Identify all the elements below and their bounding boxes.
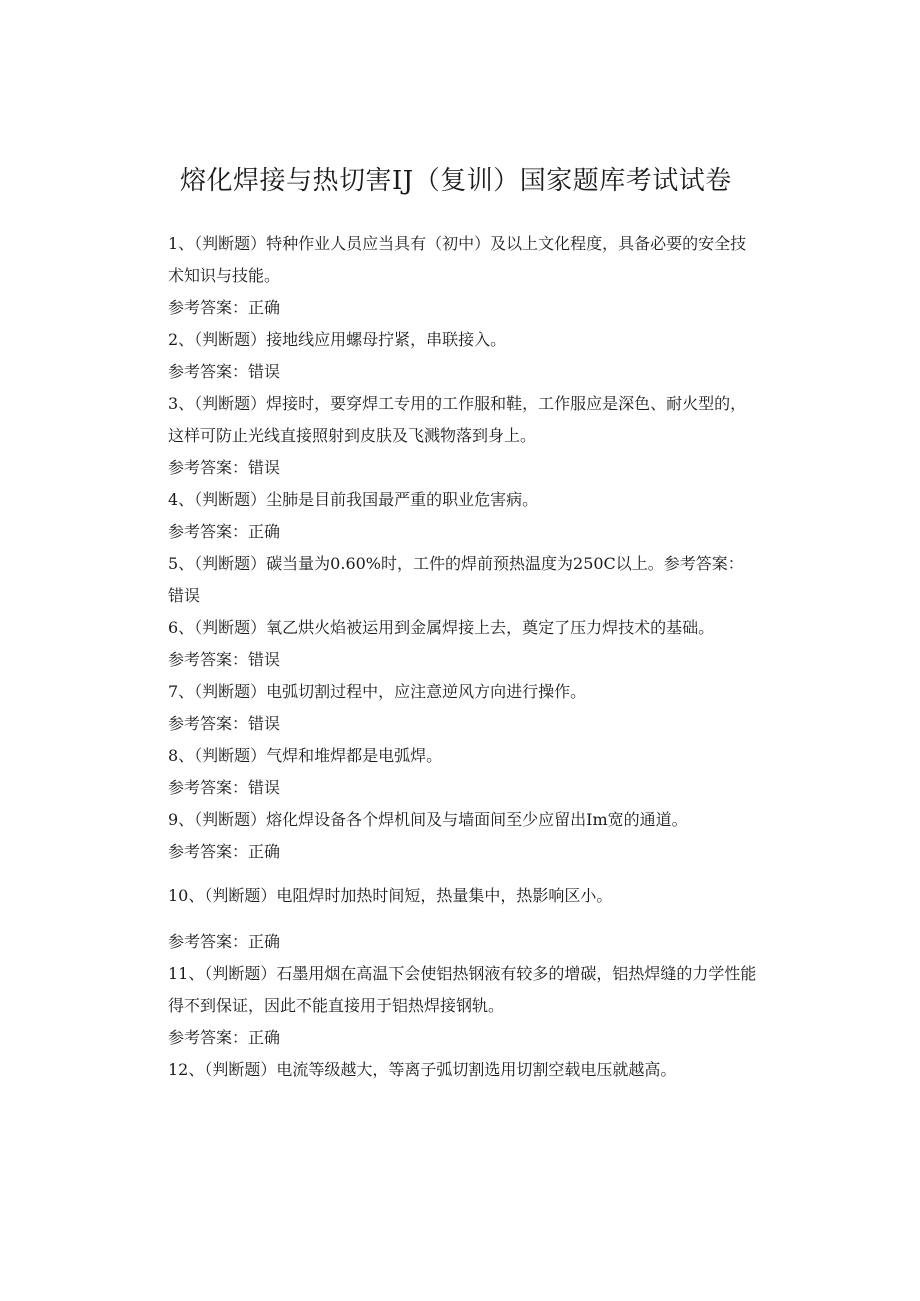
question-text: 5、（判断题）碳当量为0.60%时，工件的焊前预热温度为250C以上。参考答案：错误 <box>168 554 744 605</box>
question-text: 7、（判断题）电弧切割过程中，应注意逆风方向进行操作。 <box>168 682 587 701</box>
answer-text: 参考答案：正确 <box>168 842 281 861</box>
answer-text: 参考答案：错误 <box>168 778 281 797</box>
answer-text: 参考答案：错误 <box>168 362 281 381</box>
answer-text: 参考答案：错误 <box>168 714 281 733</box>
answer-text: 参考答案：正确 <box>168 522 281 541</box>
question-text: 11、（判断题）石墨用烟在高温下会使铝热钢液有较多的增碳，铝热焊缝的力学性能得不到保证，因此不能直接用于铝热焊接钢轨。 <box>168 964 757 1015</box>
question-text: 4、（判断题）尘肺是目前我国最严重的职业危害病。 <box>168 490 539 509</box>
answer-text: 参考答案：正确 <box>168 298 281 317</box>
question-text: 2、（判断题）接地线应用螺母拧紧，串联接入。 <box>168 330 507 349</box>
document-title: 熔化焊接与热切害IJ（复训）国家题库考试试卷 <box>180 166 732 196</box>
question-list <box>168 228 758 1086</box>
question-text: 12、（判断题）电流等级越大，等离子弧切割选用切割空载电压就越高。 <box>168 1060 677 1079</box>
question-text: 1、（判断题）特种作业人员应当具有（初中）及以上文化程度，具备必要的安全技术知识与技能。 <box>168 234 747 285</box>
question-text: 10、（判断题）电阻焊时加热时间短，热量集中，热影响区小。 <box>168 886 613 905</box>
answer-text: 参考答案：正确 <box>168 932 281 951</box>
answer-text: 参考答案：错误 <box>168 650 281 669</box>
question-text: 9、（判断题）熔化焊设备各个焊机间及与墙面间至少应留出Im宽的通道。 <box>168 810 688 829</box>
answer-text: 参考答案：正确 <box>168 1028 281 1047</box>
question-text: 6、（判断题）氧乙烘火焰被运用到金属焊接上去，奠定了压力焊技术的基础。 <box>168 618 715 637</box>
question-text: 3、（判断题）焊接时，要穿焊工专用的工作服和鞋，工作服应是深色、耐火型的，这样可防止光线直接照射到皮肤及飞溅物落到身上。 <box>168 394 747 445</box>
question-text: 8、（判断题）气焊和堆焊都是电弧焊。 <box>168 746 443 765</box>
answer-text: 参考答案：错误 <box>168 458 281 477</box>
